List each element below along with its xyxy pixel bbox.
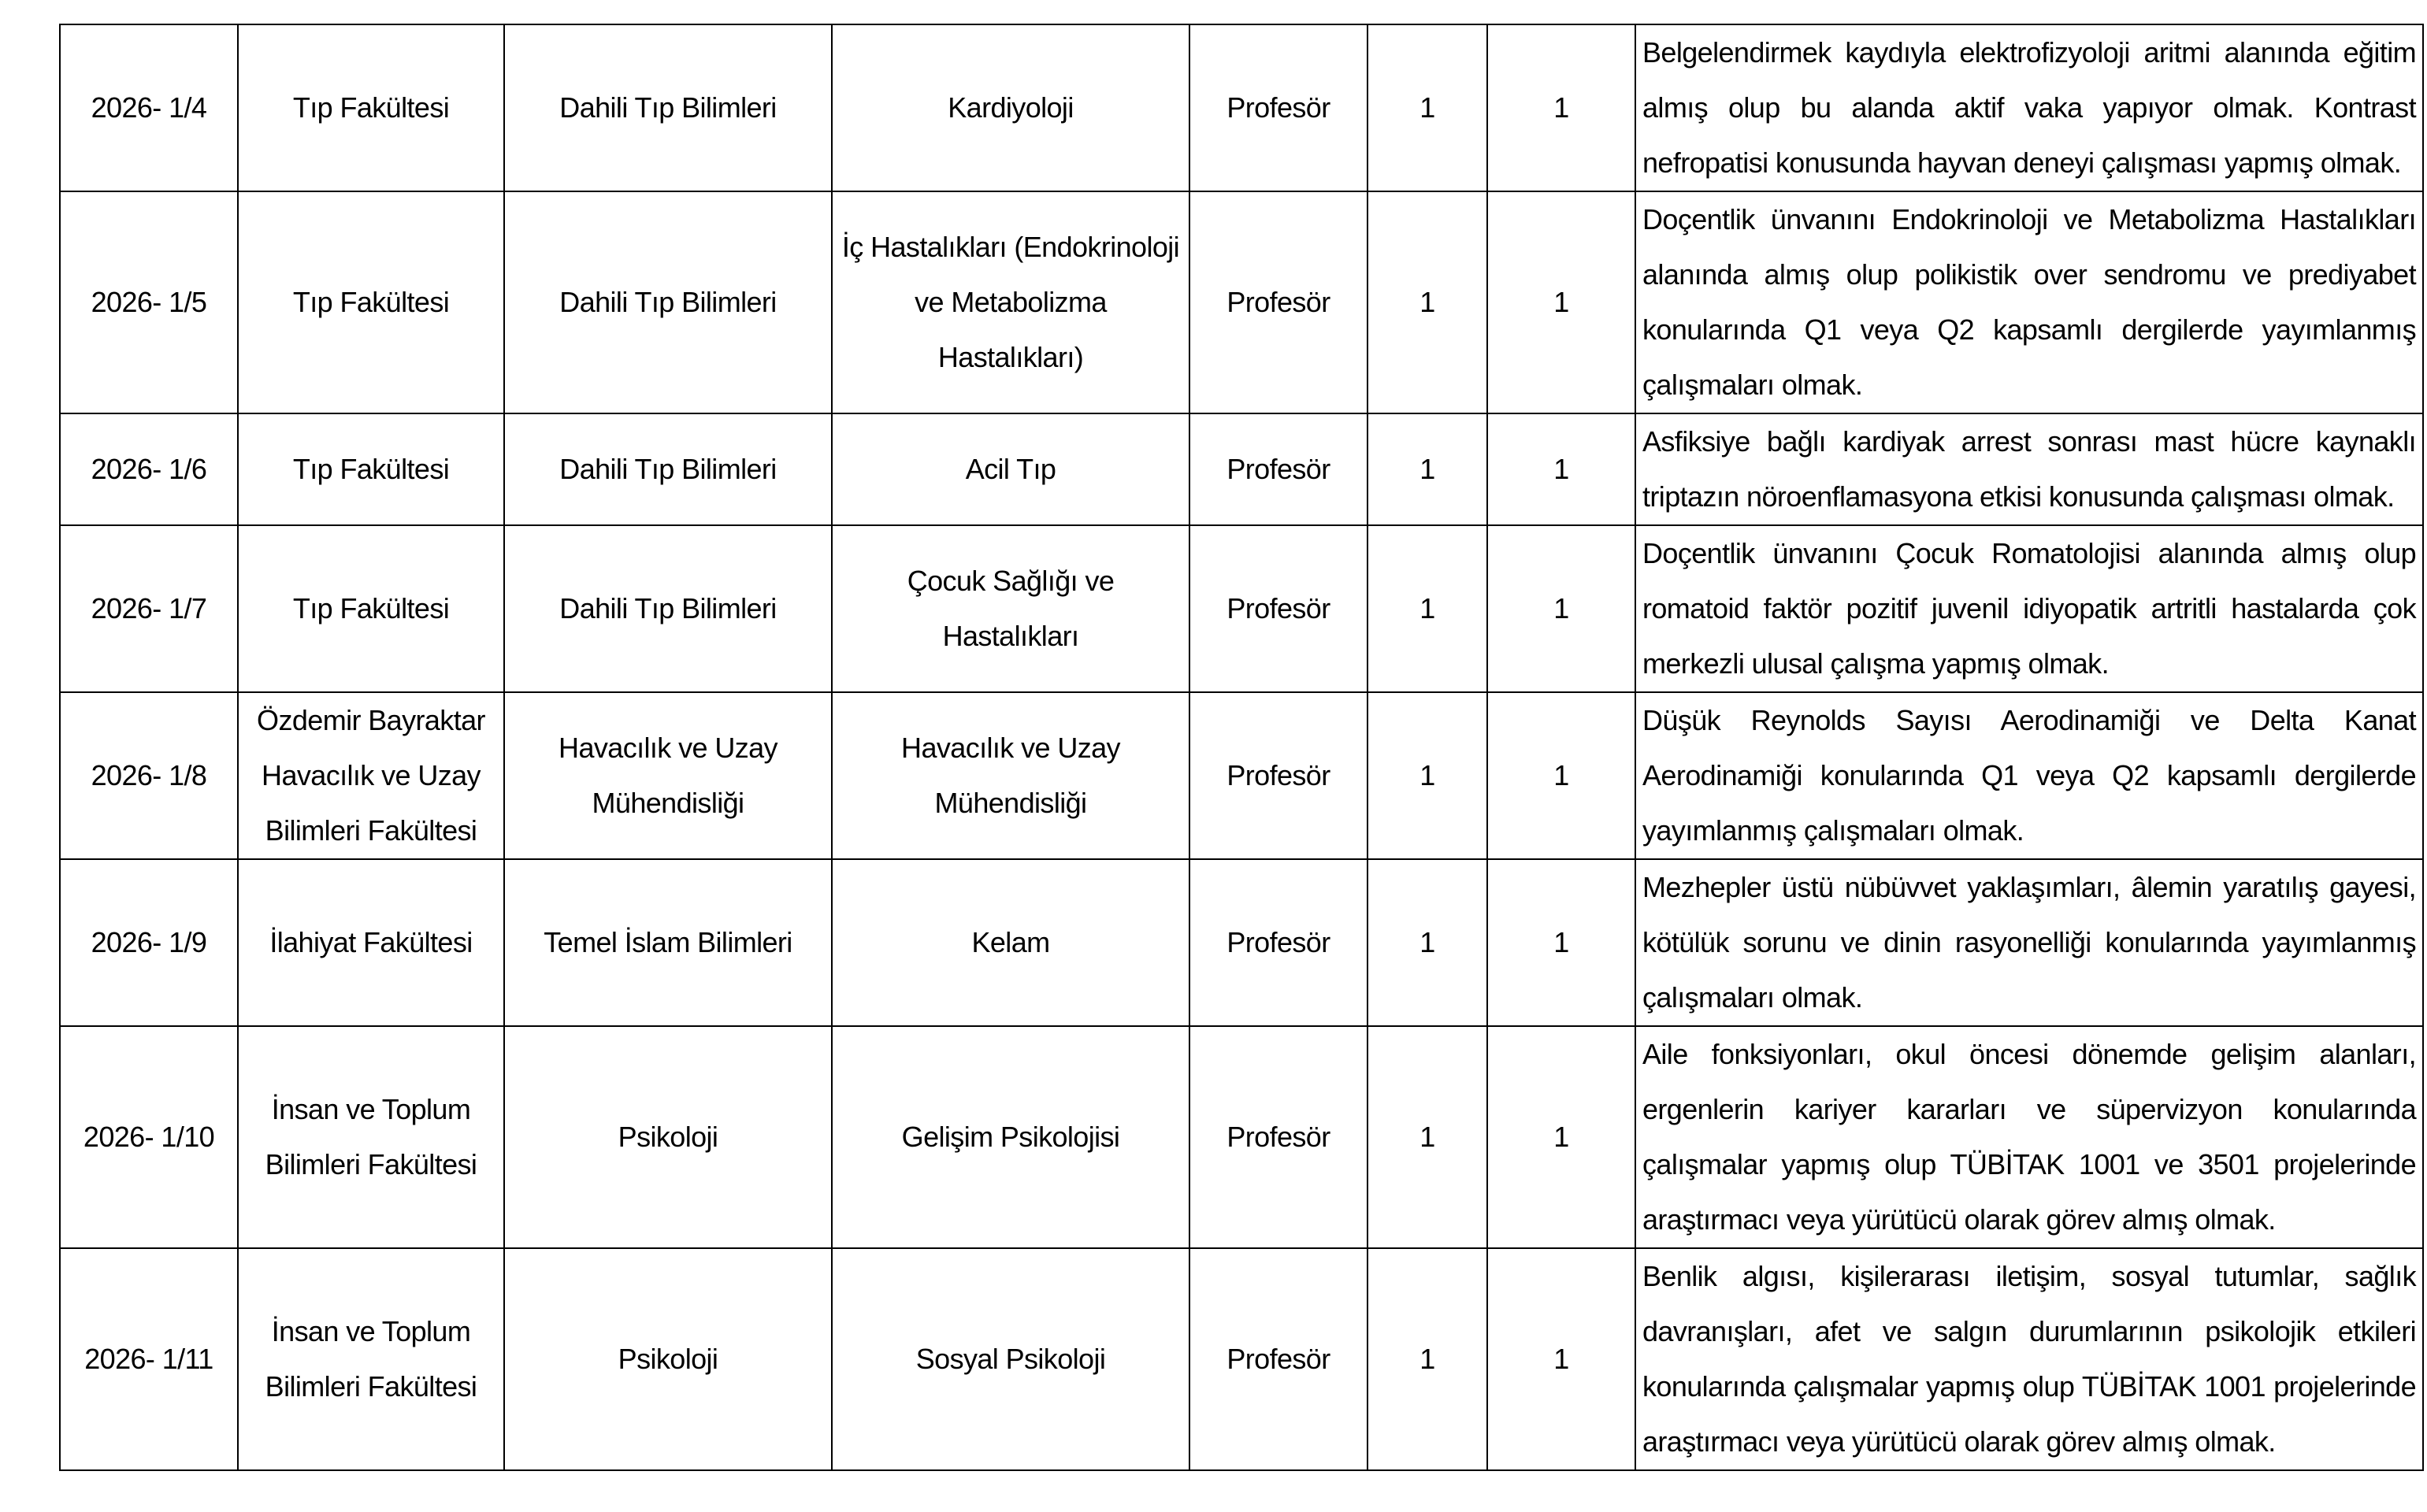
table-row [60, 413, 2423, 525]
count-cell: 1 [1487, 1248, 1635, 1470]
degree-cell: 1 [1368, 413, 1487, 525]
faculty-cell: Tıp Fakültesi [238, 525, 504, 692]
count-cell: 1 [1487, 413, 1635, 525]
degree-cell: 1 [1368, 859, 1487, 1026]
requirements-cell: Mezhepler üstü nübüvvet yaklaşımları, âlemin yaratılış gayesi, kötülük sorunu ve dinin rasyonelliği konularında yayımlanmış çalışmaları olmak. [1635, 859, 2423, 1026]
ilan-no-cell: 2026- 1/6 [60, 413, 238, 525]
department-cell: Dahili Tıp Bilimleri [504, 413, 832, 525]
department-cell: Dahili Tıp Bilimleri [504, 191, 832, 413]
requirements-cell: Asfiksiye bağlı kardiyak arrest sonrası mast hücre kaynaklı triptazın nöroenflamasyona etkisi konusunda çalışması olmak. [1635, 413, 2423, 525]
count-cell: 1 [1487, 24, 1635, 191]
faculty-cell: Tıp Fakültesi [238, 413, 504, 525]
title-cell: Profesör [1189, 191, 1368, 413]
discipline-cell: Çocuk Sağlığı ve Hastalıkları [832, 525, 1189, 692]
requirements-cell: Benlik algısı, kişilerarası iletişim, sosyal tutumlar, sağlık davranışları, afet ve salgın durumlarının psikolojik etkileri konularında çalışmalar yapmış olup TÜBİTAK 1001 projelerinde araştırmacı veya yürütücü olarak görev almış olmak. [1635, 1248, 2423, 1470]
staff-positions-table [59, 24, 2424, 1471]
degree-cell: 1 [1368, 692, 1487, 859]
department-cell: Havacılık ve Uzay Mühendisliği [504, 692, 832, 859]
count-cell: 1 [1487, 525, 1635, 692]
title-cell: Profesör [1189, 1248, 1368, 1470]
title-cell: Profesör [1189, 859, 1368, 1026]
ilan-no-cell: 2026- 1/11 [60, 1248, 238, 1470]
requirements-cell: Doçentlik ünvanını Çocuk Romatolojisi alanında almış olup romatoid faktör pozitif juvenil idiyopatik artritli hastalarda çok merkezli ulusal çalışma yapmış olmak. [1635, 525, 2423, 692]
title-cell: Profesör [1189, 413, 1368, 525]
count-cell: 1 [1487, 692, 1635, 859]
count-cell: 1 [1487, 1026, 1635, 1248]
faculty-cell: İnsan ve Toplum Bilimleri Fakültesi [238, 1248, 504, 1470]
discipline-cell: İç Hastalıkları (Endokrinoloji ve Metabolizma Hastalıkları) [832, 191, 1189, 413]
table-row [60, 1248, 2423, 1470]
table-row [60, 24, 2423, 191]
ilan-no-cell: 2026- 1/5 [60, 191, 238, 413]
ilan-no-cell: 2026- 1/7 [60, 525, 238, 692]
requirements-cell: Belgelendirmek kaydıyla elektrofizyoloji aritmi alanında eğitim almış olup bu alanda aktif vaka yapıyor olmak. Kontrast nefropatisi konusunda hayvan deneyi çalışması yapmış olmak. [1635, 24, 2423, 191]
discipline-cell: Gelişim Psikolojisi [832, 1026, 1189, 1248]
title-cell: Profesör [1189, 24, 1368, 191]
degree-cell: 1 [1368, 191, 1487, 413]
department-cell: Dahili Tıp Bilimleri [504, 525, 832, 692]
discipline-cell: Sosyal Psikoloji [832, 1248, 1189, 1470]
faculty-cell: Özdemir Bayraktar Havacılık ve Uzay Bilimleri Fakültesi [238, 692, 504, 859]
requirements-cell: Düşük Reynolds Sayısı Aerodinamiği ve Delta Kanat Aerodinamiği konularında Q1 veya Q2 kapsamlı dergilerde yayımlanmış çalışmaları olmak. [1635, 692, 2423, 859]
discipline-cell: Kelam [832, 859, 1189, 1026]
count-cell: 1 [1487, 191, 1635, 413]
count-cell: 1 [1487, 859, 1635, 1026]
requirements-cell: Doçentlik ünvanını Endokrinoloji ve Metabolizma Hastalıkları alanında almış olup polikistik over sendromu ve prediyabet konularında Q1 veya Q2 kapsamlı dergilerde yayımlanmış çalışmaları olmak. [1635, 191, 2423, 413]
degree-cell: 1 [1368, 1026, 1487, 1248]
table-row [60, 191, 2423, 413]
table-row [60, 1026, 2423, 1248]
discipline-cell: Havacılık ve Uzay Mühendisliği [832, 692, 1189, 859]
faculty-cell: İnsan ve Toplum Bilimleri Fakültesi [238, 1026, 504, 1248]
ilan-no-cell: 2026- 1/10 [60, 1026, 238, 1248]
degree-cell: 1 [1368, 525, 1487, 692]
title-cell: Profesör [1189, 692, 1368, 859]
department-cell: Psikoloji [504, 1026, 832, 1248]
discipline-cell: Acil Tıp [832, 413, 1189, 525]
discipline-cell: Kardiyoloji [832, 24, 1189, 191]
table-row [60, 692, 2423, 859]
title-cell: Profesör [1189, 525, 1368, 692]
table-row [60, 859, 2423, 1026]
ilan-no-cell: 2026- 1/9 [60, 859, 238, 1026]
faculty-cell: Tıp Fakültesi [238, 191, 504, 413]
requirements-cell: Aile fonksiyonları, okul öncesi dönemde gelişim alanları, ergenlerin kariyer kararları ve süpervizyon konularında çalışmalar yapmış olup TÜBİTAK 1001 ve 3501 projelerinde araştırmacı veya yürütücü olarak görev almış olmak. [1635, 1026, 2423, 1248]
ilan-no-cell: 2026- 1/4 [60, 24, 238, 191]
title-cell: Profesör [1189, 1026, 1368, 1248]
faculty-cell: İlahiyat Fakültesi [238, 859, 504, 1026]
department-cell: Temel İslam Bilimleri [504, 859, 832, 1026]
faculty-cell: Tıp Fakültesi [238, 24, 504, 191]
table-row [60, 525, 2423, 692]
ilan-no-cell: 2026- 1/8 [60, 692, 238, 859]
degree-cell: 1 [1368, 24, 1487, 191]
department-cell: Dahili Tıp Bilimleri [504, 24, 832, 191]
department-cell: Psikoloji [504, 1248, 832, 1470]
degree-cell: 1 [1368, 1248, 1487, 1470]
